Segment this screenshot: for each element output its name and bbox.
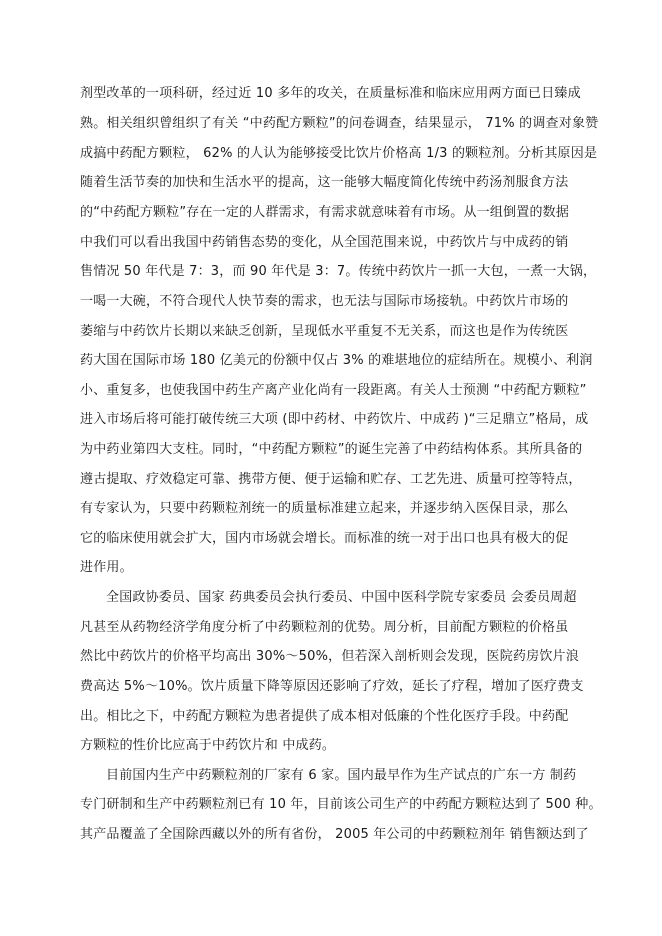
text-line: 成搞中药配方颗粒， 62% 的人认为能够接受比饮片价格高 1/3 的颗粒剂。分析其原因是: [80, 146, 598, 161]
text-line: 进作用。: [80, 560, 133, 575]
text-line: 售情况 50 年代是 7：3，而 90 年代是 3：7。传统中药饮片一抓一大包，一煮一大锅，: [80, 264, 597, 279]
text-line: 随着生活节奏的加快和生活水平的提高，这一能够大幅度简化传统中药汤剂服食方法: [80, 175, 569, 190]
text-line: 一喝一大碗，不符合现代人快节奏的需求，也无法与国际市场接轨。中药饮片市场的: [80, 294, 569, 309]
text-line: 中我们可以看出我国中药销售态势的变化，从全国范围来说，中药饮片与中成药的销: [80, 235, 569, 250]
text-line: 小、重复多，也使我国中药生产离产业化尚有一段距离。有关人士预测 “中药配方颗粒”: [80, 383, 587, 398]
text-line: 进入市场后将可能打破传统三大项 (即中药材、中药饮片、中成药 )“三足鼎立”格局，成: [80, 412, 589, 427]
text-line: 出。相比之下，中药配方颗粒为患者提供了成本相对低廉的个性化医疗手段。中药配: [80, 709, 569, 724]
text-line: 剂型改革的一项科研，经过近 10 多年的攻关，在质量标准和临床应用两方面已日臻成: [80, 86, 581, 101]
text-line: 遵古提取、疗效稳定可靠、携带方便、便于运输和贮存、工艺先进、质量可控等特点，: [80, 472, 582, 487]
text-line: 为中药业第四大支柱。同时，“中药配方颗粒”的诞生完善了中药结构体系。其所具备的: [80, 442, 583, 457]
text-line: 有专家认为，只要中药颗粒剂统一的质量标准建立起来，并逐步纳入医保目录，那么: [80, 501, 569, 516]
text-line: 它的临床使用就会扩大，国内市场就会增长。而标准的统一对于出口也具有极大的促: [80, 531, 569, 546]
text-line: 的“中药配方颗粒”存在一定的人群需求，有需求就意味着有市场。从一组倒置的数据: [80, 205, 570, 220]
text-line: 费高达 5%～10%。饮片质量下降等原因还影响了疗效，延长了疗程，增加了医疗费支: [80, 679, 584, 694]
text-line: 熟。相关组织曾组织了有关 “中药配方颗粒”的问卷调查，结果显示， 71% 的调查对象赞: [80, 116, 599, 131]
text-line: 凡甚至从药物经济学角度分析了中药颗粒剂的优势。周分析，目前配方颗粒的价格虽: [80, 620, 569, 635]
text-line: 全国政协委员、国家 药典委员会执行委员、中国中医科学院专家委员 会委员周超: [106, 590, 577, 605]
text-line: 目前国内生产中药颗粒剂的厂家有 6 家。国内最早作为生产试点的广东一方 制药: [106, 768, 577, 783]
text-line: 方颗粒的性价比应高于中药饮片和 中成药。: [80, 738, 336, 753]
text-line: 药大国在国际市场 180 亿美元的份额中仅占 3% 的难堪地位的症结所在。规模小、利润: [80, 353, 593, 368]
text-line: 专门研制和生产中药颗粒剂已有 10 年，目前该公司生产的中药配方颗粒达到了 500 种。: [80, 797, 602, 812]
text-line: 然比中药饮片的价格平均高出 30%～50%，但若深入剖析则会发现，医院药房饮片浪: [80, 649, 579, 664]
text-line: 其产品覆盖了全国除西藏以外的所有省份， 2005 年公司的中药颗粒剂年 销售额达到了: [80, 827, 589, 842]
text-line: 萎缩与中药饮片长期以来缺乏创新，呈现低水平重复不无关系，而这也是作为传统医: [80, 324, 569, 339]
